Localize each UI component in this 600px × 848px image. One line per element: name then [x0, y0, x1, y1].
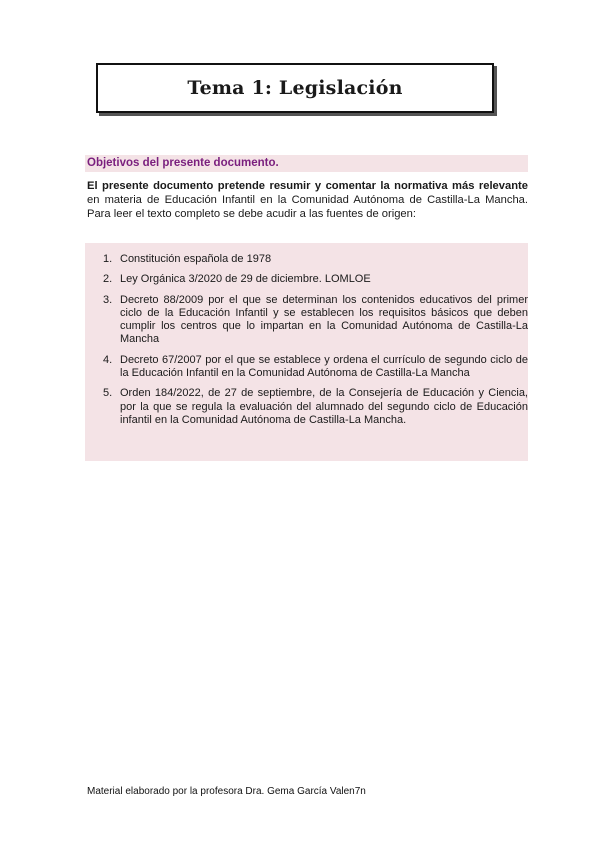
list-item [85, 253, 528, 266]
list-item-number: 5. [103, 387, 113, 400]
list-item [85, 387, 528, 427]
list-item-text: Orden 184/2022, de 27 de septiembre, de la Consejería de Educación y Ciencia, por la que se regula la evaluación del alumnado del segundo ciclo de Educación infantil en la Comunidad Autónoma de Castilla-La Mancha. [120, 387, 528, 426]
list-item-text: Decreto 67/2007 por el que se establece y ordena el currículo de segundo ciclo de la Educación Infantil en la Comunidad Autónoma de Castilla-La Mancha [120, 353, 528, 380]
objectives-heading: Objetivos del presente documento. [85, 155, 528, 172]
list-item [85, 273, 528, 286]
list-item [85, 294, 528, 347]
list-item-text: Ley Orgánica 3/2020 de 29 de diciembre. LOMLOE [120, 273, 371, 286]
list-item-number: 1. [103, 253, 113, 265]
intro-rest-text: en materia de Educación Infantil en la Comunidad Autónoma de Castilla-La Mancha. Para leer el texto completo se debe acudir a las fuentes de origen: [87, 194, 528, 220]
intro-bold-text: El presente documento pretende resumir y comentar la normativa más relevante [87, 180, 528, 192]
legislation-list [85, 253, 528, 434]
list-item-number: 4. [103, 353, 113, 366]
legislation-list-box [85, 243, 528, 461]
list-item-text: Constitución española de 1978 [120, 253, 272, 265]
intro-paragraph [87, 179, 528, 221]
page-title: Tema 1: Legislación [187, 77, 403, 99]
list-item-number: 2. [103, 273, 113, 286]
list-item [85, 354, 528, 381]
title-box [96, 63, 494, 113]
list-item-text: Decreto 88/2009 por el que se determinan los contenidos educativos del primer ciclo de la Educación Infantil y se establecen los requisitos básicos que deben cumplir los centros que lo impartan en la Comunidad Autónoma de Castilla-La Mancha [120, 293, 528, 346]
footer-credit: Material elaborado por la profesora Dra. Gema García Valen7n [87, 786, 366, 797]
list-item-number: 3. [103, 293, 113, 306]
